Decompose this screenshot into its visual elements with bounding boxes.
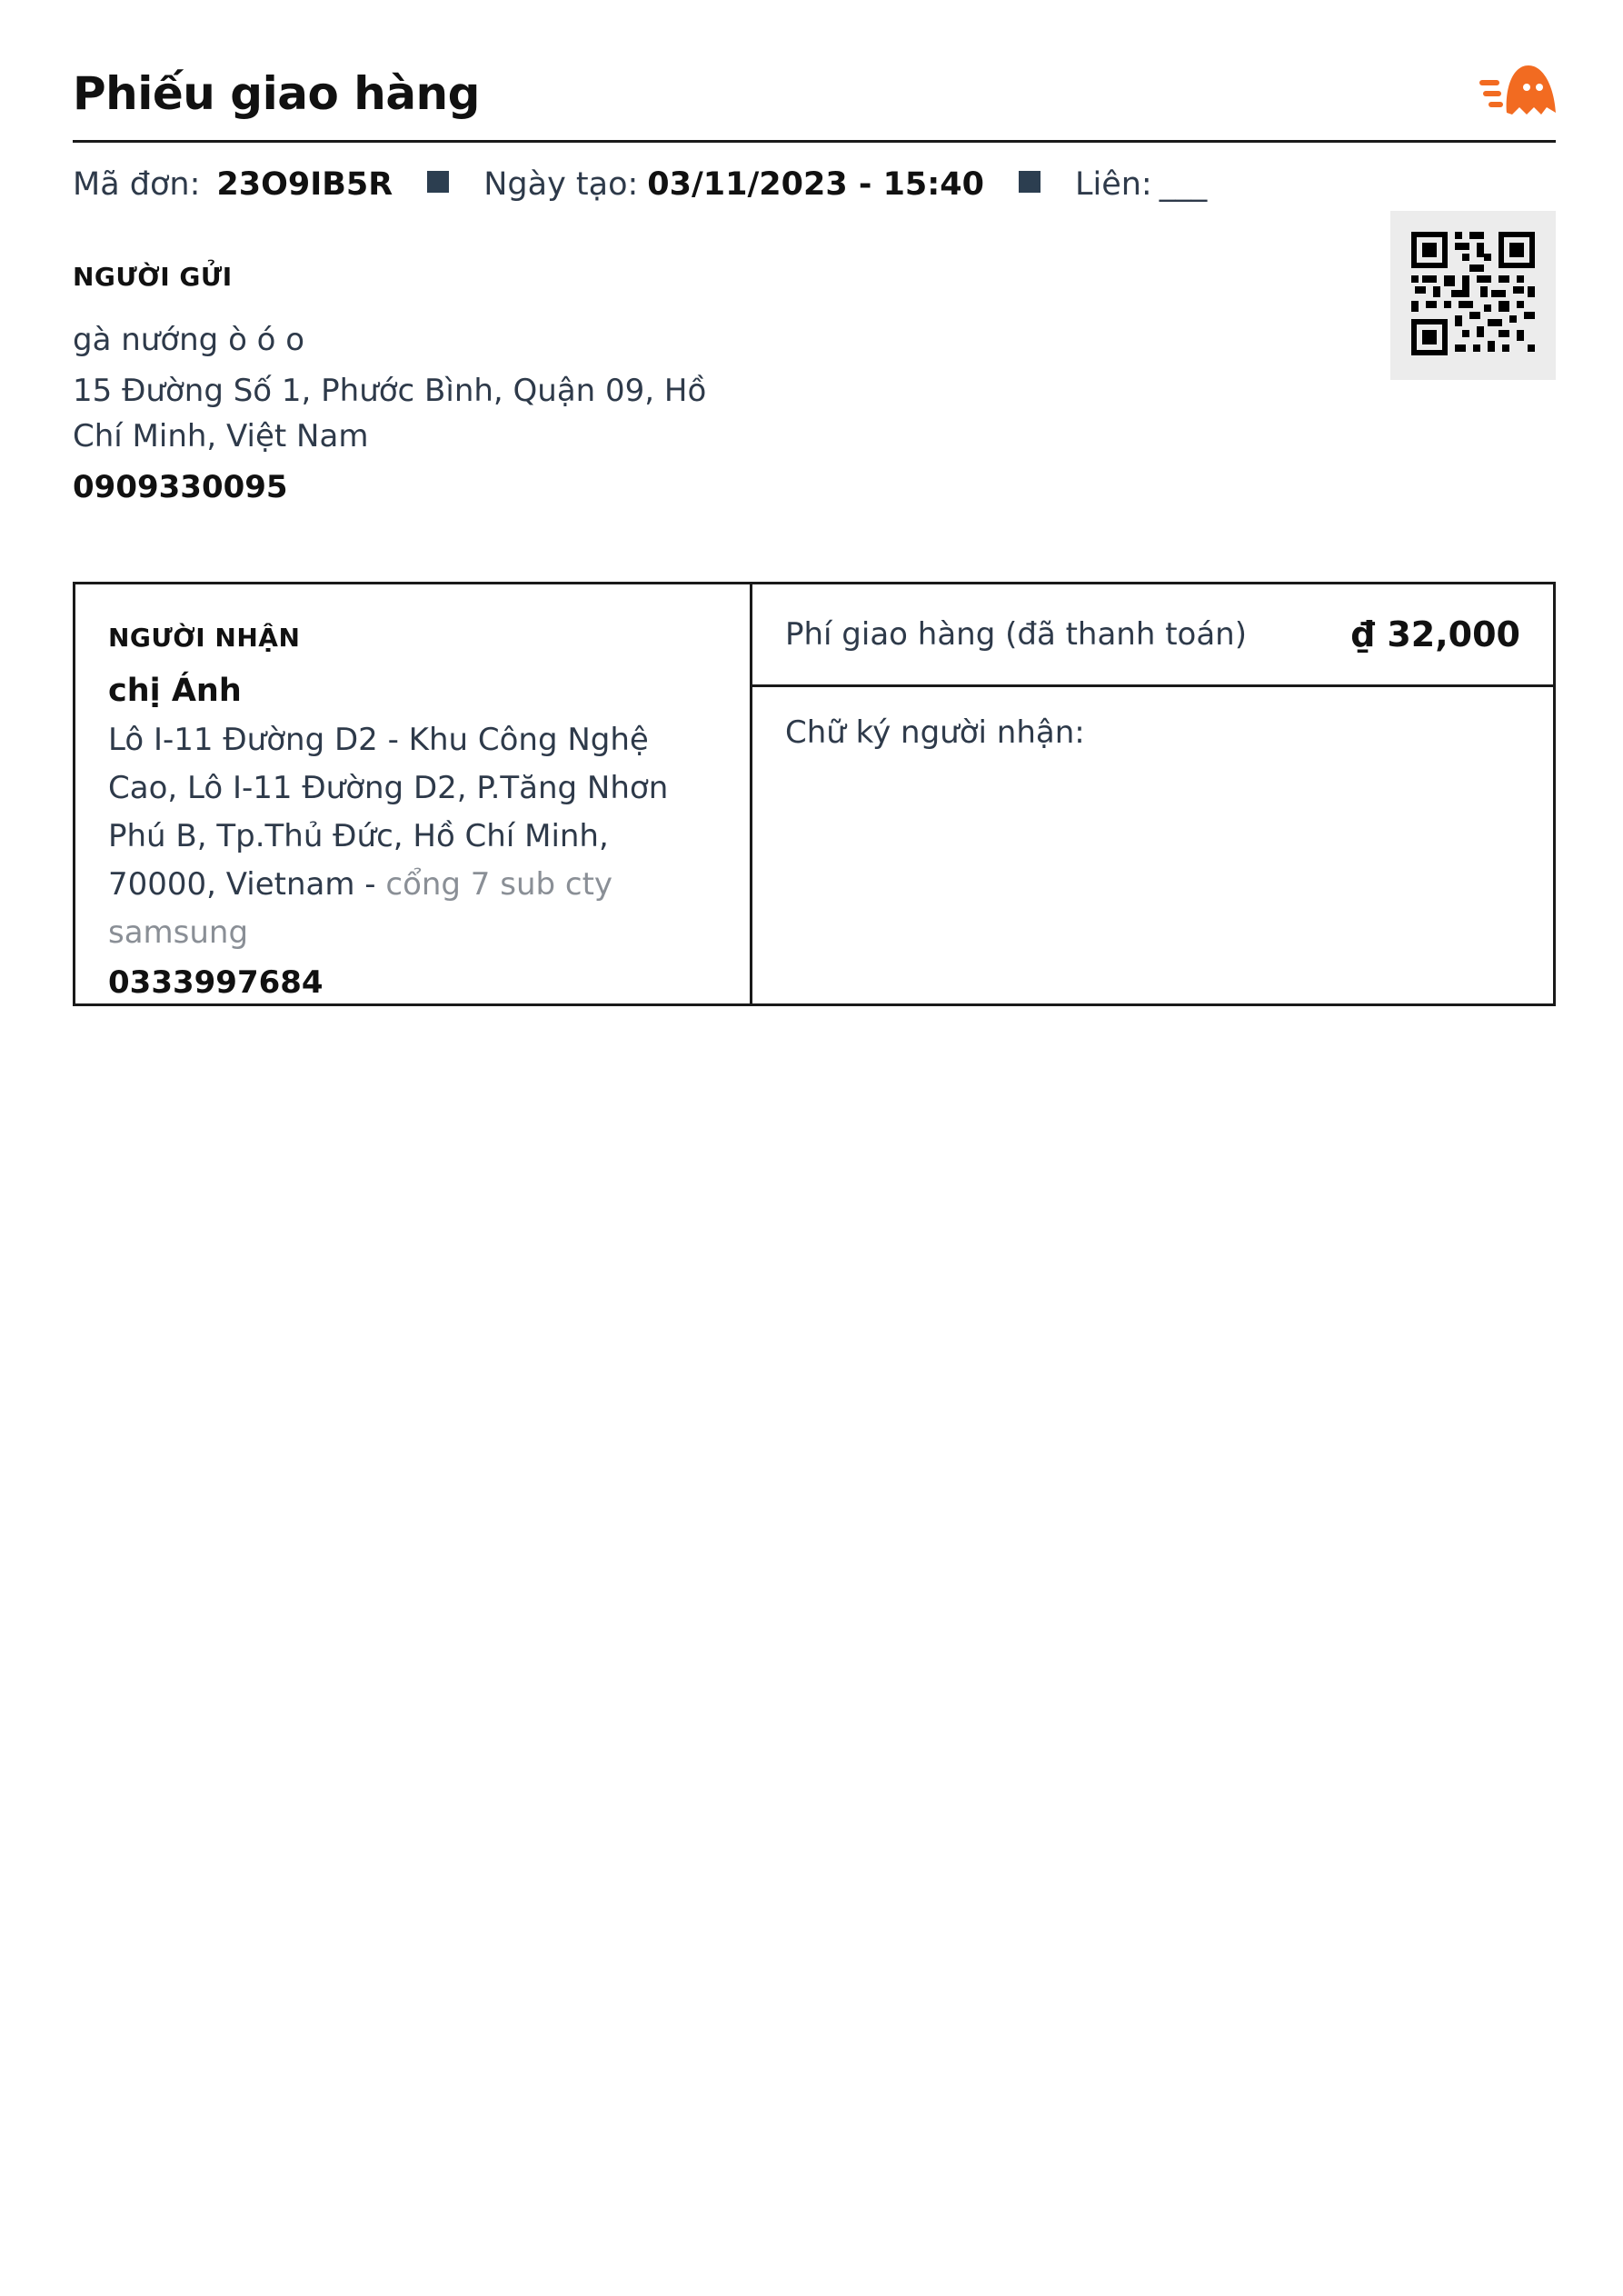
running-ghost-logo-icon xyxy=(1479,62,1556,118)
delivery-details-box xyxy=(73,582,1556,1006)
sender-section xyxy=(73,262,763,510)
signature-area xyxy=(752,687,1553,1003)
recipient-note: cổng 7 sub cty samsung xyxy=(108,866,613,951)
qr-code-icon xyxy=(1411,232,1535,355)
sender-address: 15 Đường Số 1, Phước Bình, Quận 09, Hồ Chí Minh, Việt Nam xyxy=(73,373,707,454)
recipient-address: Lô I-11 Đường D2 - Khu Công Nghệ Cao, Lô I-11 Đường D2, P.Tăng Nhơn Phú B, Tp.Thủ Đức, Hồ Chí Minh, 70000, Vietnam - xyxy=(108,722,669,903)
order-meta xyxy=(73,162,1207,207)
copy-label: Liên: xyxy=(1074,166,1152,203)
order-id: 23O9IB5R xyxy=(216,166,393,203)
fee-signature-column xyxy=(752,584,1553,1003)
square-bullet-icon xyxy=(427,171,449,193)
qr-code xyxy=(1390,211,1556,380)
slip-header xyxy=(73,56,1556,143)
copy-value: ___ xyxy=(1159,166,1208,203)
shipping-fee-label: Phí giao hàng (đã thanh toán) xyxy=(785,616,1247,653)
signature-label: Chữ ký người nhận: xyxy=(785,714,1085,751)
shipping-fee-row xyxy=(752,584,1553,687)
square-bullet-icon xyxy=(1019,171,1041,193)
recipient-address-block xyxy=(108,716,717,957)
sender-section-title: NGƯỜI GỬI xyxy=(73,262,233,292)
recipient-name: chị Ánh xyxy=(108,673,242,709)
recipient-section xyxy=(75,584,752,1003)
page-title: Phiếu giao hàng xyxy=(73,67,480,120)
recipient-phone: 0333997684 xyxy=(108,964,324,1001)
created-date: 03/11/2023 - 15:40 xyxy=(647,166,984,203)
sender-phone: 0909330095 xyxy=(73,469,288,505)
shipping-fee-value: ₫ 32,000 xyxy=(1350,614,1520,654)
recipient-section-title: NGƯỜI NHẬN xyxy=(108,623,301,653)
order-id-label: Mã đơn: xyxy=(73,166,201,203)
created-date-label: Ngày tạo: xyxy=(483,166,639,203)
sender-name: gà nướng ò ó o xyxy=(73,322,305,358)
